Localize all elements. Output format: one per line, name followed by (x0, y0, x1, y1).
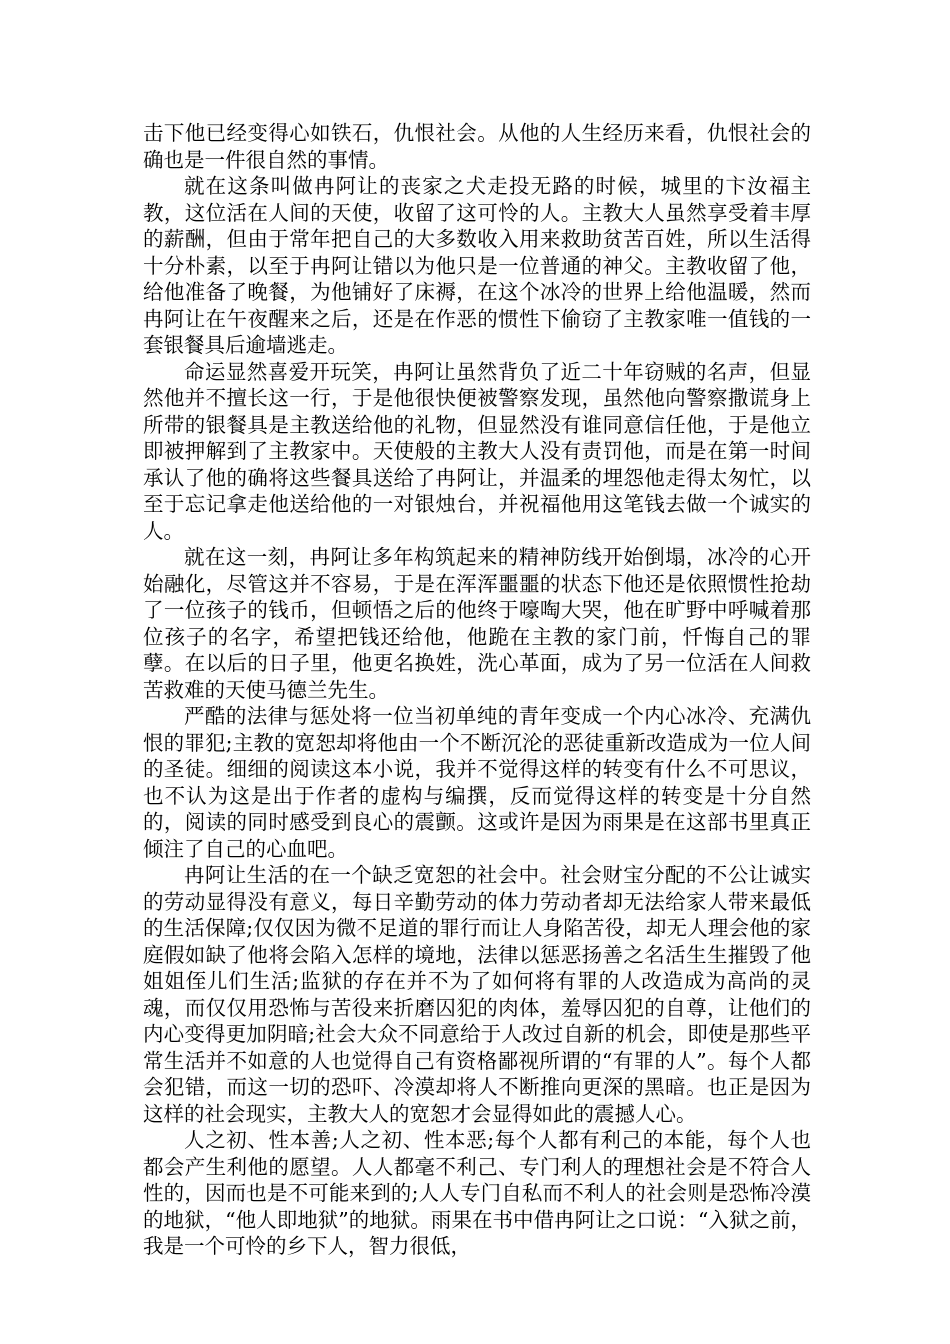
paragraph-human-nature: 人之初、性本善;人之初、性本恶;每个人都有利己的本能，每个人也都会产生利他的愿望。人人都毫不利己、专门利人的理想社会是不符合人性的，因而也是不可能来到的;人人专门自私而不利人的社会则是恐怖冷漠的地狱，“他人即地狱”的地狱。雨果在书中借冉阿让之口说：“入狱之前，我是一个可怜的乡下人，智力很低， (143, 1128, 811, 1258)
paragraph-bishop-shelter: 就在这条叫做冉阿让的丧家之犬走投无路的时候，城里的卞汝福主教，这位活在人间的天使，收留了这可怜的人。主教大人虽然享受着丰厚的薪酬，但由于常年把自己的大多数收入用来救助贫苦百姓，所以生活得十分朴素，以至于冉阿让错以为他只是一位普通的神父。主教收留了他，给他准备了晚餐，为他铺好了床褥，在这个冰冷的世界上给他温暖，然而冉阿让在午夜醒来之后，还是在作恶的惯性下偷窃了主教家唯一值钱的一套银餐具后逾墙逃走。 (143, 174, 811, 357)
paragraph-society: 冉阿让生活的在一个缺乏宽恕的社会中。社会财宝分配的不公让诚实的劳动显得没有意义，每日辛勤劳动的体力劳动者却无法给家人带来最低的生活保障;仅仅因为微不足道的罪行而让人身陷苦役，却无人理会他的家庭假如缺了他将会陷入怎样的境地，法律以惩恶扬善之名活生生摧毁了他姐姐侄儿们生活;监狱的存在并不为了如何将有罪的人改造成为高尚的灵魂，而仅仅用恐怖与苦役来折磨囚犯的肉体，羞辱囚犯的自尊，让他们的内心变得更加阴暗;社会大众不同意给于人改过自新的机会，即使是那些平常生活并不如意的人也觉得自己有资格鄙视所谓的“有罪的人”。每个人都会犯错，而这一切的恐吓、冷漠却将人不断推向更深的黑暗。也正是因为这样的社会现实，主教大人的宽恕才会显得如此的震撼人心。 (143, 863, 811, 1126)
paragraph-law-and-forgiveness: 严酷的法律与惩处将一位当初单纯的青年变成一个内心冰冷、充满仇恨的罪犯;主教的宽恕却将他由一个不断沉沦的恶徒重新改造成为一位人间的圣徒。细细的阅读这本小说，我并不觉得这样的转变有什么不可思议，也不认为这是出于作者的虚构与编撰，反而觉得这样的转变是十分自然的，阅读的同时感受到良心的震颤。这或许是因为雨果是在这部书里真正倾注了自己的心血吧。 (143, 704, 811, 861)
document-page (143, 120, 811, 1260)
paragraph-redemption: 就在这一刻，冉阿让多年构筑起来的精神防线开始倒塌，冰冷的心开始融化，尽管这并不容易，于是在浑浑噩噩的状态下他还是依照惯性抢劫了一位孩子的钱币，但顿悟之后的他终于嚎啕大哭，他在旷野中呼喊着那位孩子的名字，希望把钱还给他，他跪在主教的家门前，忏悔自己的罪孽。在以后的日子里，他更名换姓，洗心革面，成为了另一位活在人间救苦救难的天使马德兰先生。 (143, 545, 811, 702)
paragraph-continuation: 击下他已经变得心如铁石，仇恨社会。从他的人生经历来看，仇恨社会的确也是一件很自然的事情。 (143, 121, 811, 172)
paragraph-fate-joke: 命运显然喜爱开玩笑，冉阿让虽然背负了近二十年窃贼的名声，但显然他并不擅长这一行，于是他很快便被警察发现，虽然他向警察撒谎身上所带的银餐具是主教送给他的礼物，但显然没有谁同意信任他，于是他立即被押解到了主教家中。天使般的主教大人没有责罚他，而是在第一时间承认了他的确将这些餐具送给了冉阿让，并温柔的埋怨他走得太匆忙，以至于忘记拿走他送给他的一对银烛台，并祝福他用这笔钱去做一个诚实的人。 (143, 359, 811, 543)
